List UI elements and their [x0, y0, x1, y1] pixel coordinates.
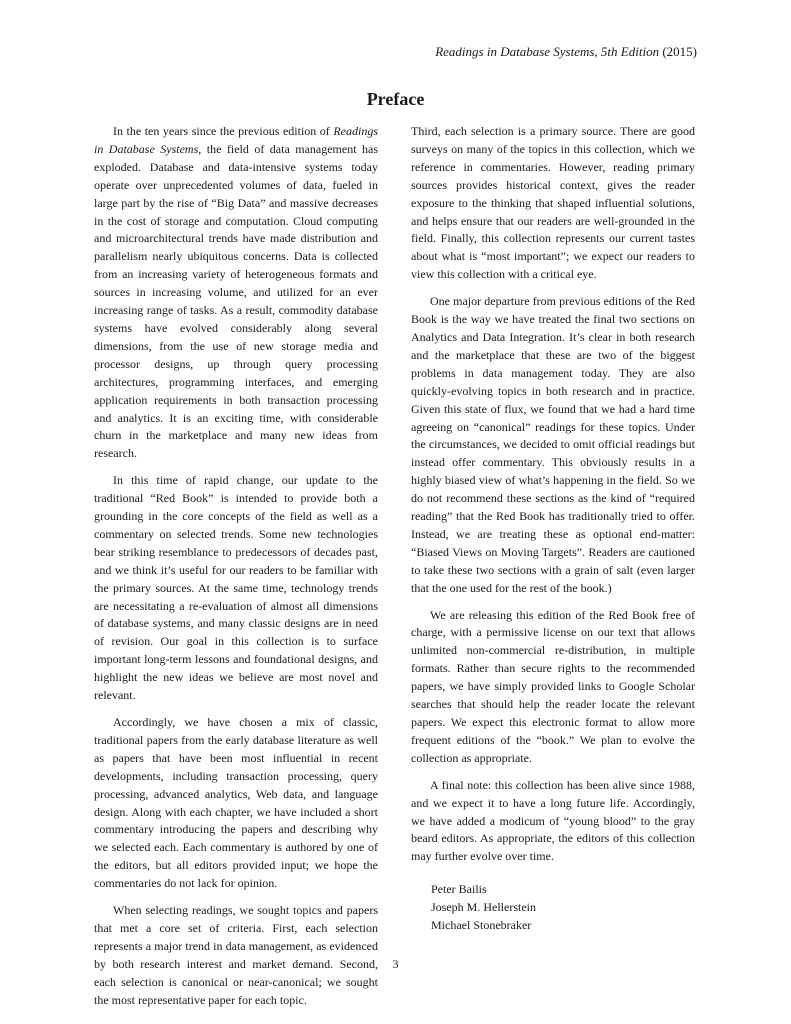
signature-block [411, 880, 695, 934]
paragraph-text: , the field of data management has exploded. Database and data-intensive systems today operate over unprecedented volumes of data, fueled in large part by the rise of “Big Data” and massive decreases in the cost of storage and computation. Cloud computing and microarchitectural trends have made distribution and parallelism nearly ubiquitous concerns. Data is collected from an increasing variety of heterogeneous formats and sources in increasing volume, and utilized for an ever increasing range of tasks. As a result, commodity database systems have evolved considerably along several dimensions, from the use of new storage media and processor designs, up through query processing architectures, programming interfaces, and emerging application requirements in both transaction processing and analytics. It is an exciting time, with considerable churn in the marketplace and many new ideas from research. [94, 141, 379, 461]
running-header [435, 44, 697, 60]
signature-name: Michael Stonebraker [431, 918, 532, 933]
signature-name: Joseph M. Hellerstein [431, 900, 536, 915]
page-title: Preface [366, 89, 425, 109]
paragraph-text: In the ten years since the previous edition of [113, 124, 334, 138]
paragraph [94, 123, 378, 463]
paragraph: When selecting readings, we sought topics and papers that met a core set of criteria. First, each selection represents a major trend in data management, as evidenced by both research interest and market demand. Second, each selection is canonical or near-canonical; we sought the most representative paper for each topic. [94, 903, 378, 1007]
paragraph: Third, each selection is a primary source. There are good surveys on many of the topics in this collection, which we reference in commentaries. However, reading primary sources provides historical context, gives the reader exposure to the thinking that shaped influential solutions, and helps ensure that our readers are well-grounded in the field. Finally, this collection represents our current tastes about what is “most important”; we expect our readers to view this collection with a critical eye. [411, 124, 695, 282]
left-column [94, 123, 378, 1019]
edition-year: (2015) [662, 44, 697, 59]
paragraph: Accordingly, we have chosen a mix of classic, traditional papers from the early database literature as well as papers that have been most influential in recent developments, including transaction processing, query processing, advanced analytics, Web data, and language design. Along with each chapter, we have included a short commentary introducing the papers and describing why we selected each. Each commentary is authored by one of the editors, but all editors provided input; we hope the commentaries do not lack for opinion. [94, 715, 378, 891]
paragraph: In this time of rapid change, our update to the traditional “Red Book” is intended to provide both a grounding in the core concepts of the field as well as a commentary on selected trends. Some new technologies bear striking resemblance to predecessors of decades past, and we think it’s useful for our readers to be familiar with the primary sources. At the same time, technology trends are necessitating a re-evaluation of almost all dimensions of database systems, and many classic designs are in need of revision. Our goal in this collection is to surface important long-term lessons and foundational designs, and highlight the new ideas we believe are most novel and relevant. [94, 473, 378, 703]
right-column [411, 123, 695, 934]
book-title: Readings in Database Systems, 5th Edition [435, 44, 660, 59]
paragraph: One major departure from previous editions of the Red Book is the way we have treated the final two sections on Analytics and Data Integration. It’s clear in both research and the marketplace that these are two of the biggest problems in data management today. They are also quickly-evolving topics in both research and in practice. Given this state of flux, we found that we had a hard time agreeing on “canonical” readings for these topics. Under the circumstances, we decided to omit official readings but instead offer commentary. This obviously results in a highly biased view of what’s happening in the field. So we do not recommend these sections as the kind of “required reading” that the Red Book has traditionally tried to offer. Instead, we are treating these as optional end-matter: “Biased Views on Moving Targets”. Readers are cautioned to take these two sections with a grain of salt (even larger that the one used for the rest of the book.) [411, 294, 695, 595]
page-number: 3 [392, 957, 399, 971]
signature-name: Peter Bailis [431, 882, 487, 897]
paragraph: A final note: this collection has been alive since 1988, and we expect it to have a long future life. Accordingly, we have added a modicum of “young blood” to the gray beard editors. As appropriate, the editors of this collection may further evolve over time. [411, 777, 695, 864]
paragraph: We are releasing this edition of the Red Book free of charge, with a permissive license on our text that allows unlimited non-commercial re-distribution, in multiple formats. Rather than secure rights to the recommended papers, we have simply provided links to Google Scholar searches that should help the reader locate the relevant papers. We expect this electronic format to allow more frequent editions of the “book.” We plan to evolve the collection as appropriate. [411, 607, 695, 765]
book-title-emphasis: Readings in Database Systems [94, 124, 378, 156]
